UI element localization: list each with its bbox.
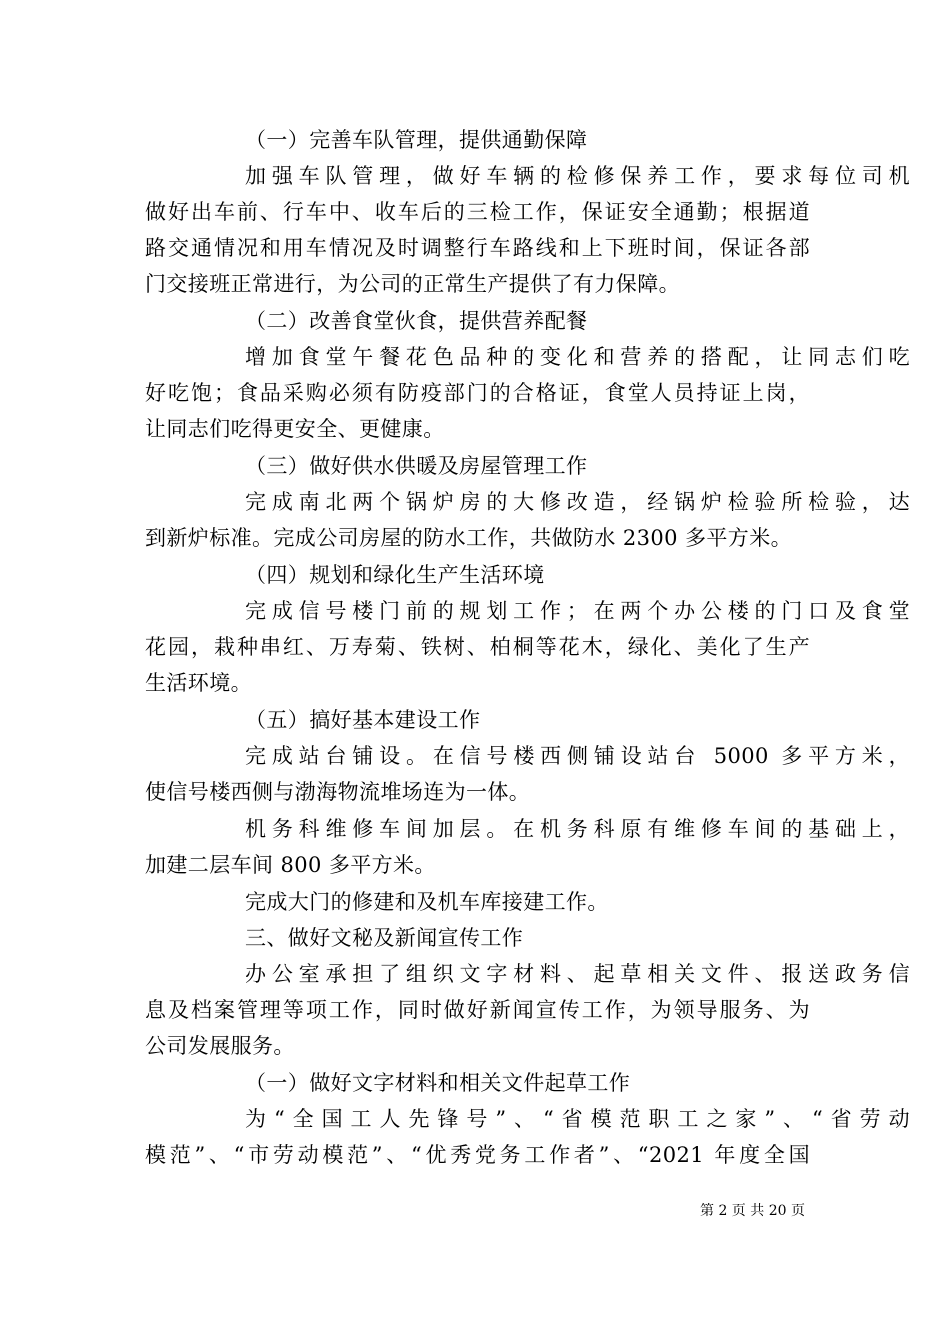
section-heading: （二）改善食堂伙食，提供营养配餐 <box>245 309 588 333</box>
paragraph-line: 完成大门的修建和及机车库接建工作。 <box>245 890 609 914</box>
paragraph-line: 好吃饱；食品采购必须有防疫部门的合格证，食堂人员持证上岗， <box>145 381 810 405</box>
paragraph-line: 为“全国工人先锋号”、“省模范职工之家”、“省劳动 <box>245 1107 910 1131</box>
paragraph-line: 完成站台铺设。在信号楼西侧铺设站台 5000 多平方米， <box>245 744 910 768</box>
paragraph-line: 使信号楼西侧与渤海物流堆场连为一体。 <box>145 780 531 804</box>
page-number-footer: 第 2 页 共 20 页 <box>700 1203 805 1219</box>
paragraph-line: 花园，栽种串红、万寿菊、铁树、柏桐等花木，绿化、美化了生产 <box>145 635 810 659</box>
paragraph-line: 让同志们吃得更安全、更健康。 <box>145 417 445 441</box>
paragraph-line: 模范”、“市劳动模范”、“优秀党务工作者”、“2021 年度全国 <box>145 1143 810 1167</box>
section-heading: 三、做好文秘及新闻宣传工作 <box>245 926 524 950</box>
paragraph-line: 加建二层车间 800 多平方米。 <box>145 853 436 877</box>
section-heading: （一）做好文字材料和相关文件起草工作 <box>245 1071 631 1095</box>
paragraph-line: 增加食堂午餐花色品种的变化和营养的搭配，让同志们吃 <box>245 345 910 369</box>
section-heading: （五）搞好基本建设工作 <box>245 708 481 732</box>
paragraph-line: 息及档案管理等项工作，同时做好新闻宣传工作，为领导服务、为 <box>145 998 810 1022</box>
paragraph-line: 到新炉标准。完成公司房屋的防水工作，共做防水 2300 多平方米。 <box>145 526 792 550</box>
paragraph-line: 办公室承担了组织文字材料、起草相关文件、报送政务信 <box>245 962 910 986</box>
paragraph-line: 生活环境。 <box>145 671 252 695</box>
paragraph-line: 加强车队管理，做好车辆的检修保养工作，要求每位司机 <box>245 164 910 188</box>
section-heading: （三）做好供水供暖及房屋管理工作 <box>245 454 588 478</box>
paragraph-line: 路交通情况和用车情况及时调整行车路线和上下班时间，保证各部 <box>145 236 810 260</box>
paragraph-line: 公司发展服务。 <box>145 1034 295 1058</box>
paragraph-line: 机务科维修车间加层。在机务科原有维修车间的基础上， <box>245 817 910 841</box>
paragraph-line: 完成信号楼门前的规划工作；在两个办公楼的门口及食堂 <box>245 599 910 623</box>
section-heading: （一）完善车队管理，提供通勤保障 <box>245 128 588 152</box>
paragraph-line: 做好出车前、行车中、收车后的三检工作，保证安全通勤；根据道 <box>145 200 810 224</box>
paragraph-line: 门交接班正常进行，为公司的正常生产提供了有力保障。 <box>145 272 680 296</box>
section-heading: （四）规划和绿化生产生活环境 <box>245 563 545 587</box>
paragraph-line: 完成南北两个锅炉房的大修改造，经锅炉检验所检验，达 <box>245 490 910 514</box>
